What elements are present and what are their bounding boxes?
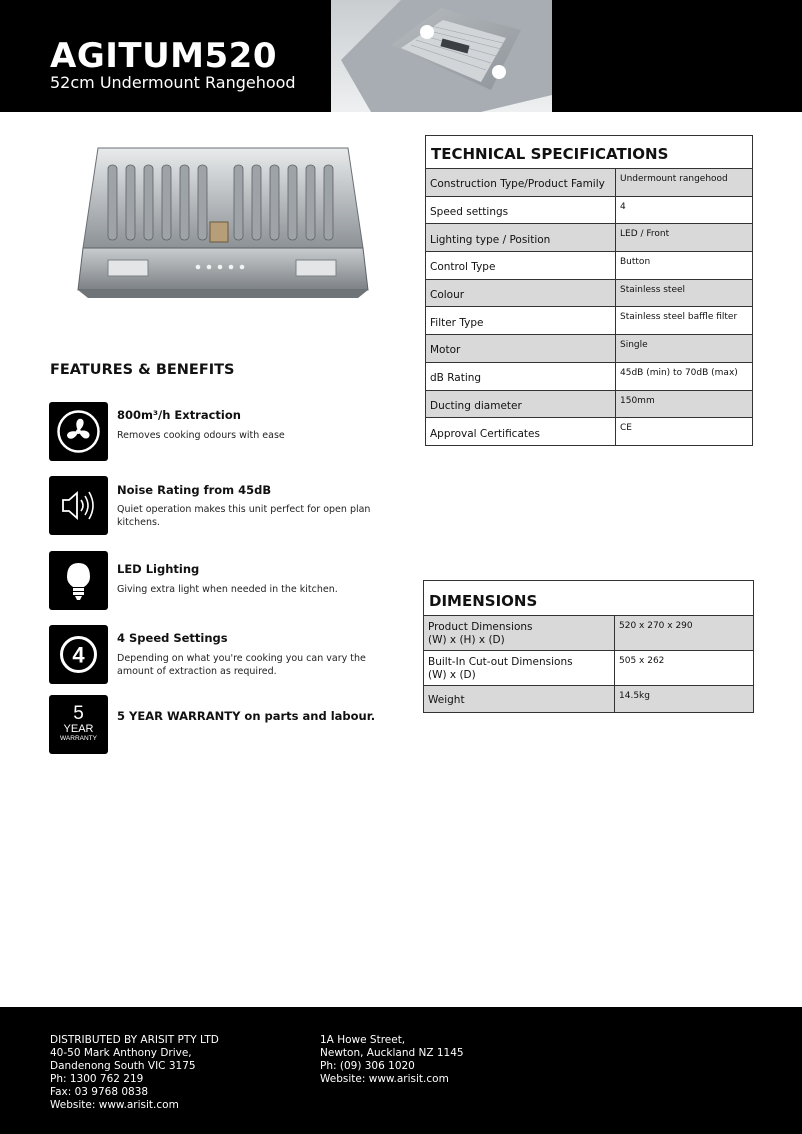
table-row: [426, 335, 752, 363]
hero-photo: [331, 0, 552, 112]
spec-key: Lighting type / Position: [426, 224, 616, 251]
spec-key: Construction Type/Product Family: [426, 169, 616, 196]
footer-line: Ph: 1300 762 219: [50, 1073, 144, 1085]
dimension-key-line1: Product Dimensions: [428, 621, 533, 633]
fan-icon: [49, 402, 108, 461]
spec-value: Undermount rangehood: [620, 174, 728, 184]
feature-item: [49, 402, 394, 462]
product-image: [68, 140, 378, 320]
spec-key: dB Rating: [426, 363, 616, 390]
dimensions-table: [423, 580, 754, 713]
spec-value: Stainless steel: [620, 284, 686, 295]
specs-title: TECHNICAL SPECIFICATIONS: [426, 136, 752, 169]
warranty-badge-year: YEAR: [63, 723, 94, 735]
dimension-value: 14.5kg: [619, 691, 650, 701]
table-row: [426, 224, 752, 252]
feature-title: 5 YEAR WARRANTY on parts and labour.: [117, 709, 376, 723]
feature-item: [49, 551, 394, 611]
table-row: [424, 651, 753, 686]
feature-title: Noise Rating from 45dB: [117, 483, 272, 497]
spec-value: CE: [620, 423, 632, 434]
spec-value: Button: [620, 257, 651, 268]
dimension-key: [424, 651, 615, 685]
spec-key: Colour: [426, 280, 616, 307]
feature-description: Giving extra light when needed in the kitchen.: [117, 584, 338, 595]
dimension-key: Weight: [424, 686, 615, 712]
table-row: [426, 418, 752, 445]
table-row: [426, 280, 752, 308]
technical-specifications-table: [425, 135, 753, 446]
feature-item: [49, 625, 394, 685]
spec-value: 4: [620, 201, 626, 212]
four-speed-icon-label: 4: [72, 642, 85, 668]
speaker-icon: [49, 476, 108, 535]
feature-description: Removes cooking odours with ease: [117, 430, 285, 441]
table-row: [426, 391, 752, 419]
table-row: [426, 252, 752, 280]
table-row: [426, 307, 752, 335]
spec-value: 150mm: [620, 395, 655, 406]
feature-item: [49, 476, 394, 536]
spec-key: Ducting diameter: [426, 391, 616, 418]
footer-line: DISTRIBUTED BY ARISIT PTY LTD: [50, 1034, 219, 1046]
features-title: FEATURES & BENEFITS: [50, 362, 235, 378]
spec-key: Control Type: [426, 252, 616, 279]
table-row: [424, 616, 753, 651]
model-subtitle: 52cm Undermount Rangehood: [50, 73, 296, 92]
dimension-value: 520 x 270 x 290: [619, 621, 693, 631]
dimensions-title: DIMENSIONS: [424, 581, 753, 616]
dimension-key: [424, 616, 615, 650]
dimension-key-line1: Built-In Cut-out Dimensions: [428, 656, 573, 668]
footer-australia-contact: [50, 1034, 219, 1112]
footer-line: Ph: (09) 306 1020: [320, 1060, 415, 1072]
footer-line: 40-50 Mark Anthony Drive,: [50, 1047, 192, 1059]
feature-title: LED Lighting: [117, 562, 200, 576]
spec-value: Single: [620, 340, 648, 351]
feature-description: Quiet operation makes this unit perfect for open plan kitchens.: [117, 504, 371, 528]
warranty-badge-icon: [49, 695, 108, 754]
light-bulb-icon: [49, 551, 108, 610]
table-row: [426, 363, 752, 391]
footer-line: Newton, Auckland NZ 1145: [320, 1047, 464, 1059]
feature-description: Depending on what you're cooking you can vary the amount of extraction as required.: [117, 653, 366, 677]
footer-line: Fax: 03 9768 0838: [50, 1086, 149, 1098]
footer-website-link[interactable]: Website: www.arisit.com: [50, 1099, 179, 1111]
warranty-badge-word: WARRANTY: [60, 735, 97, 742]
four-speed-icon: [49, 625, 108, 684]
spec-key: Approval Certificates: [426, 418, 616, 445]
feature-title: 4 Speed Settings: [117, 631, 228, 645]
spec-value: LED / Front: [620, 229, 670, 240]
table-row: [426, 169, 752, 197]
header-right-panel: [552, 0, 802, 112]
warranty-badge-number: 5: [73, 703, 84, 724]
spec-value: 45dB (min) to 70dB (max): [620, 367, 738, 378]
feature-title: 800m³/h Extraction: [117, 408, 241, 422]
dimension-key-line2: (W) x (H) x (D): [428, 634, 505, 646]
table-row: [426, 197, 752, 225]
footer: [0, 1007, 802, 1134]
footer-line: Dandenong South VIC 3175: [50, 1060, 196, 1072]
spec-value: Stainless steel baffle filter: [620, 312, 738, 323]
spec-key: Speed settings: [426, 197, 616, 224]
footer-line: 1A Howe Street,: [320, 1034, 406, 1046]
dimension-key-line2: (W) x (D): [428, 669, 476, 681]
table-row: [424, 686, 753, 712]
model-title: AGITUM520: [50, 36, 277, 76]
footer-website-link[interactable]: Website: www.arisit.com: [320, 1073, 449, 1085]
footer-nz-contact: [320, 1034, 464, 1086]
spec-key: Filter Type: [426, 307, 616, 334]
spec-key: Motor: [426, 335, 616, 362]
dimension-value: 505 x 262: [619, 656, 665, 666]
feature-item: [49, 695, 394, 755]
